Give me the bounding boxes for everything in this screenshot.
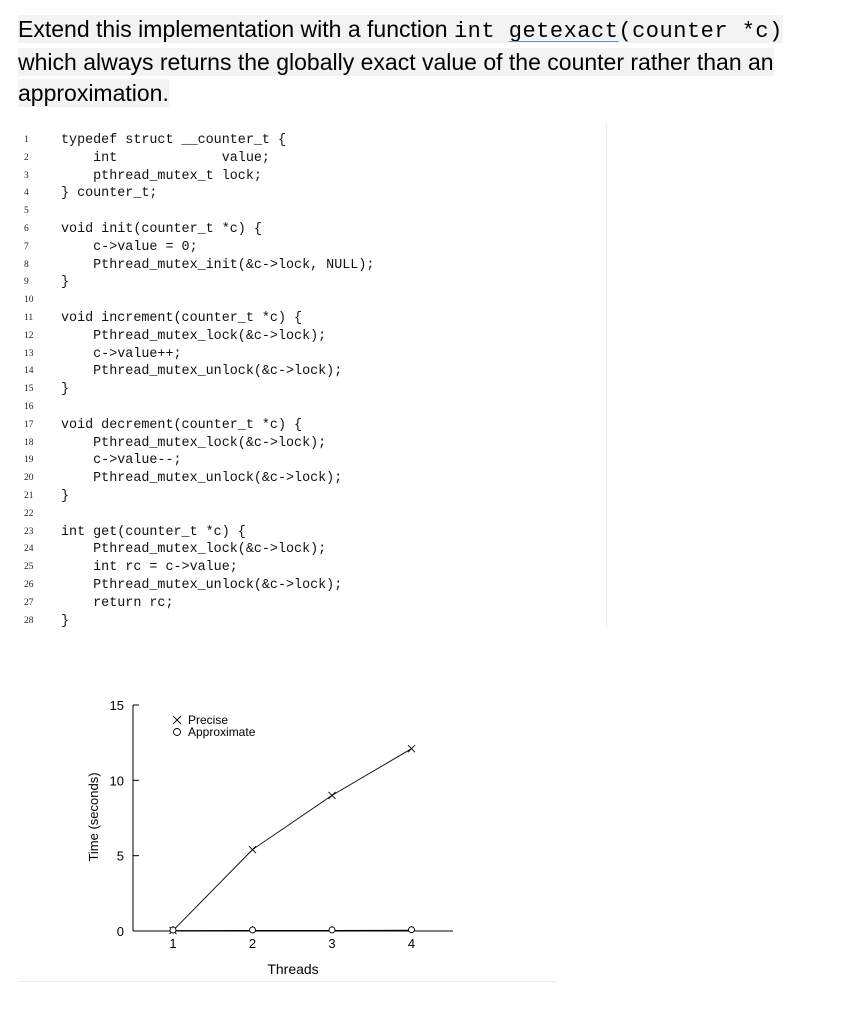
code-line — [18, 559, 606, 576]
point-marker-x — [408, 745, 415, 752]
code-text: Pthread_mutex_unlock(&c->lock); — [61, 471, 343, 487]
point-marker-o — [170, 927, 176, 933]
chart-marks — [170, 745, 416, 934]
chart-svg — [60, 690, 480, 990]
line-number: 14 — [24, 366, 34, 377]
code-line — [18, 346, 606, 363]
code-line — [18, 310, 606, 327]
code-text: c->value++; — [61, 346, 182, 362]
y-tick-label: 0 — [116, 924, 124, 939]
code-text: Pthread_mutex_unlock(&c->lock); — [61, 578, 343, 593]
line-number: 4 — [24, 188, 29, 199]
legend-label-precise: Precise — [188, 713, 229, 727]
code-line — [18, 595, 606, 612]
code-line — [18, 541, 606, 558]
line-number: 10 — [24, 295, 34, 306]
line-number: 12 — [24, 330, 34, 341]
point-marker-o — [250, 927, 256, 933]
point-marker-x — [249, 846, 256, 853]
chart-axes — [110, 698, 453, 951]
y-axis-label: Time (seconds) — [86, 772, 101, 862]
line-number: 1 — [24, 135, 29, 145]
code-line — [18, 399, 606, 416]
code-text: c->value--; — [61, 453, 182, 469]
line-number: 7 — [24, 241, 29, 252]
point-marker-o — [329, 927, 335, 933]
line-number: 24 — [24, 544, 34, 555]
code-line — [18, 328, 606, 345]
x-tick-label: 4 — [407, 936, 416, 951]
code-line — [18, 257, 606, 274]
question-prefix: Extend this implementation with a function — [18, 16, 454, 42]
bottom-divider — [18, 981, 556, 982]
line-number: 25 — [24, 562, 34, 573]
legend-marker-o — [174, 729, 181, 736]
line-number: 3 — [24, 170, 29, 181]
legend-marker-x — [173, 716, 181, 724]
code-line — [18, 363, 606, 380]
code-text: void init(counter_t *c) { — [61, 222, 262, 237]
line-number: 18 — [24, 437, 34, 448]
code-line — [18, 417, 606, 434]
code-line — [18, 292, 606, 309]
x-axis-label: Threads — [267, 961, 319, 977]
x-tick-label: 3 — [328, 936, 336, 951]
question-line-2: which always returns the globally exact value of the counter rather than an — [18, 49, 774, 75]
code-line — [18, 488, 606, 505]
code-line — [18, 168, 606, 185]
code-function-args: (counter *c) — [618, 19, 783, 44]
line-number: 22 — [24, 508, 34, 519]
code-text: void increment(counter_t *c) { — [61, 311, 303, 326]
code-text: typedef struct __counter_t { — [61, 133, 286, 148]
code-text: Pthread_mutex_init(&c->lock, NULL); — [61, 257, 375, 273]
code-text: } — [61, 613, 70, 629]
line-number: 27 — [24, 597, 34, 608]
line-number: 20 — [24, 473, 34, 484]
code-line — [18, 150, 606, 167]
line-number: 21 — [24, 491, 34, 501]
y-tick-label: 10 — [109, 773, 124, 789]
line-number: 26 — [24, 580, 34, 590]
code-text: int get(counter_t *c) { — [61, 524, 246, 540]
y-tick-label: 5 — [116, 848, 124, 864]
code-line — [18, 221, 606, 238]
code-line — [18, 524, 606, 541]
timing-chart — [60, 690, 480, 990]
point-marker-o — [409, 927, 415, 933]
line-number: 8 — [24, 259, 29, 270]
code-text: return rc; — [61, 595, 174, 611]
chart-legend — [173, 713, 256, 739]
question-line-3: approximation. — [18, 80, 169, 106]
code-int-keyword: int — [453, 19, 509, 44]
question-line-1 — [18, 15, 783, 43]
code-text: c->value = 0; — [61, 239, 198, 255]
code-text: } counter_t; — [61, 186, 158, 202]
line-number: 19 — [24, 455, 34, 466]
code-line — [18, 613, 606, 630]
line-number: 15 — [24, 384, 34, 395]
point-marker-x — [329, 792, 336, 799]
code-line — [18, 132, 606, 149]
question-text — [18, 14, 828, 109]
code-line — [18, 239, 606, 256]
line-number: 28 — [24, 615, 34, 626]
code-text: Pthread_mutex_lock(&c->lock); — [61, 435, 327, 451]
code-text: } — [61, 275, 70, 291]
series-line-precise — [173, 749, 412, 931]
code-text: int value; — [61, 150, 270, 166]
code-line — [18, 470, 606, 487]
code-listing — [18, 122, 607, 628]
line-number: 6 — [24, 224, 29, 234]
line-number: 11 — [24, 313, 34, 323]
code-line — [18, 435, 606, 452]
line-number: 23 — [24, 526, 34, 537]
line-number: 16 — [24, 402, 34, 412]
code-line — [18, 381, 606, 398]
x-tick-label: 1 — [169, 936, 177, 951]
code-line — [18, 203, 606, 220]
code-text: } — [61, 489, 70, 504]
x-tick-label: 2 — [248, 936, 257, 951]
y-tick-label: 15 — [109, 698, 124, 713]
legend-label-approximate: Approximate — [188, 725, 256, 739]
code-text: int rc = c->value; — [61, 560, 238, 576]
line-number: 9 — [24, 277, 29, 288]
code-function-name: getexact — [508, 19, 619, 44]
code-text: void decrement(counter_t *c) { — [61, 417, 303, 433]
code-line — [18, 506, 606, 523]
code-line — [18, 452, 606, 469]
code-line — [18, 185, 606, 202]
code-text: Pthread_mutex_lock(&c->lock); — [61, 328, 327, 344]
line-number: 13 — [24, 348, 34, 359]
code-text: Pthread_mutex_lock(&c->lock); — [61, 542, 327, 558]
line-number: 2 — [24, 152, 29, 163]
line-number: 17 — [24, 419, 34, 430]
code-text: pthread_mutex_t lock; — [61, 168, 262, 184]
line-number: 5 — [24, 206, 29, 217]
code-line — [18, 577, 606, 594]
code-text: } — [61, 382, 70, 398]
code-line — [18, 274, 606, 291]
code-text: Pthread_mutex_unlock(&c->lock); — [61, 364, 343, 380]
